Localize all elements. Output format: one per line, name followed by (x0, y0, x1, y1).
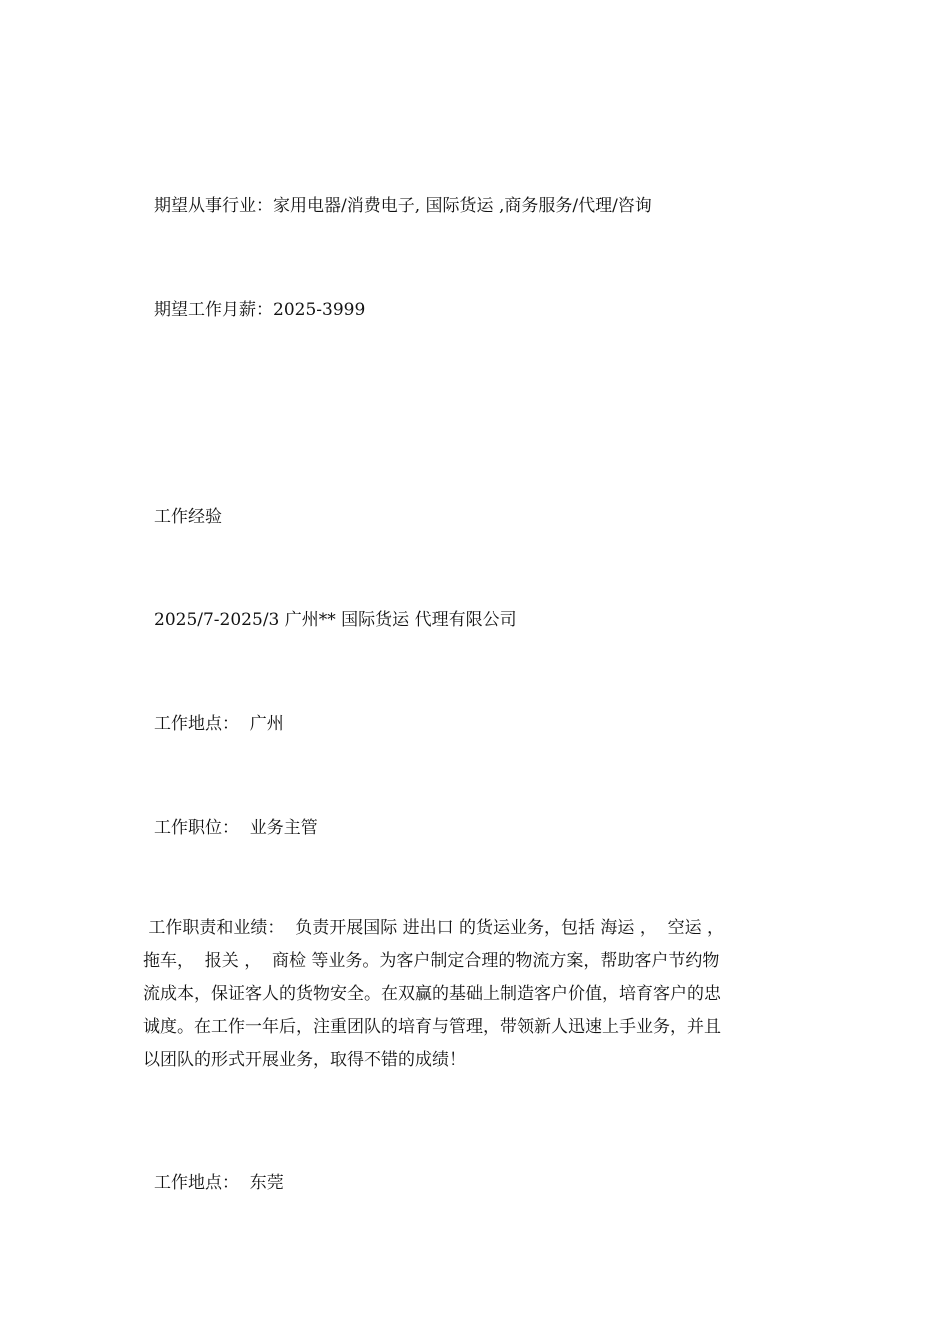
job-duties (143, 912, 808, 1077)
job-location: 工作地点： 广州 (154, 714, 284, 734)
job-duties-line: 诚度。在工作一年后，注重团队的培育与管理，带领新人迅速上手业务，并且 (143, 1017, 721, 1037)
job-duties-line: 工作职责和业绩： 负责开展国际 进出口 的货运业务，包括 海运 ， 空运 ， (143, 918, 725, 938)
job-duties-line: 以团队的形式开展业务，取得不错的成绩！ (143, 1050, 466, 1070)
job-location-2: 工作地点： 东莞 (154, 1173, 284, 1193)
section-heading-work-experience: 工作经验 (154, 507, 222, 527)
job-duties-line: 流成本，保证客人的货物安全。在双赢的基础上制造客户价值，培育客户的忠 (143, 984, 721, 1004)
expected-salary: 期望工作月薪：2025-3999 (154, 300, 366, 320)
job-duties-line: 拖车， 报关 ， 商检 等业务。为客户制定合理的物流方案，帮助客户节约物 (143, 951, 720, 971)
expected-industry: 期望从事行业：家用电器/消费电子, 国际货运 ,商务服务/代理/咨询 (154, 196, 652, 216)
job-period-company: 2025/7-2025/3 广州** 国际货运 代理有限公司 (154, 610, 517, 630)
job-position: 工作职位： 业务主管 (154, 818, 318, 838)
